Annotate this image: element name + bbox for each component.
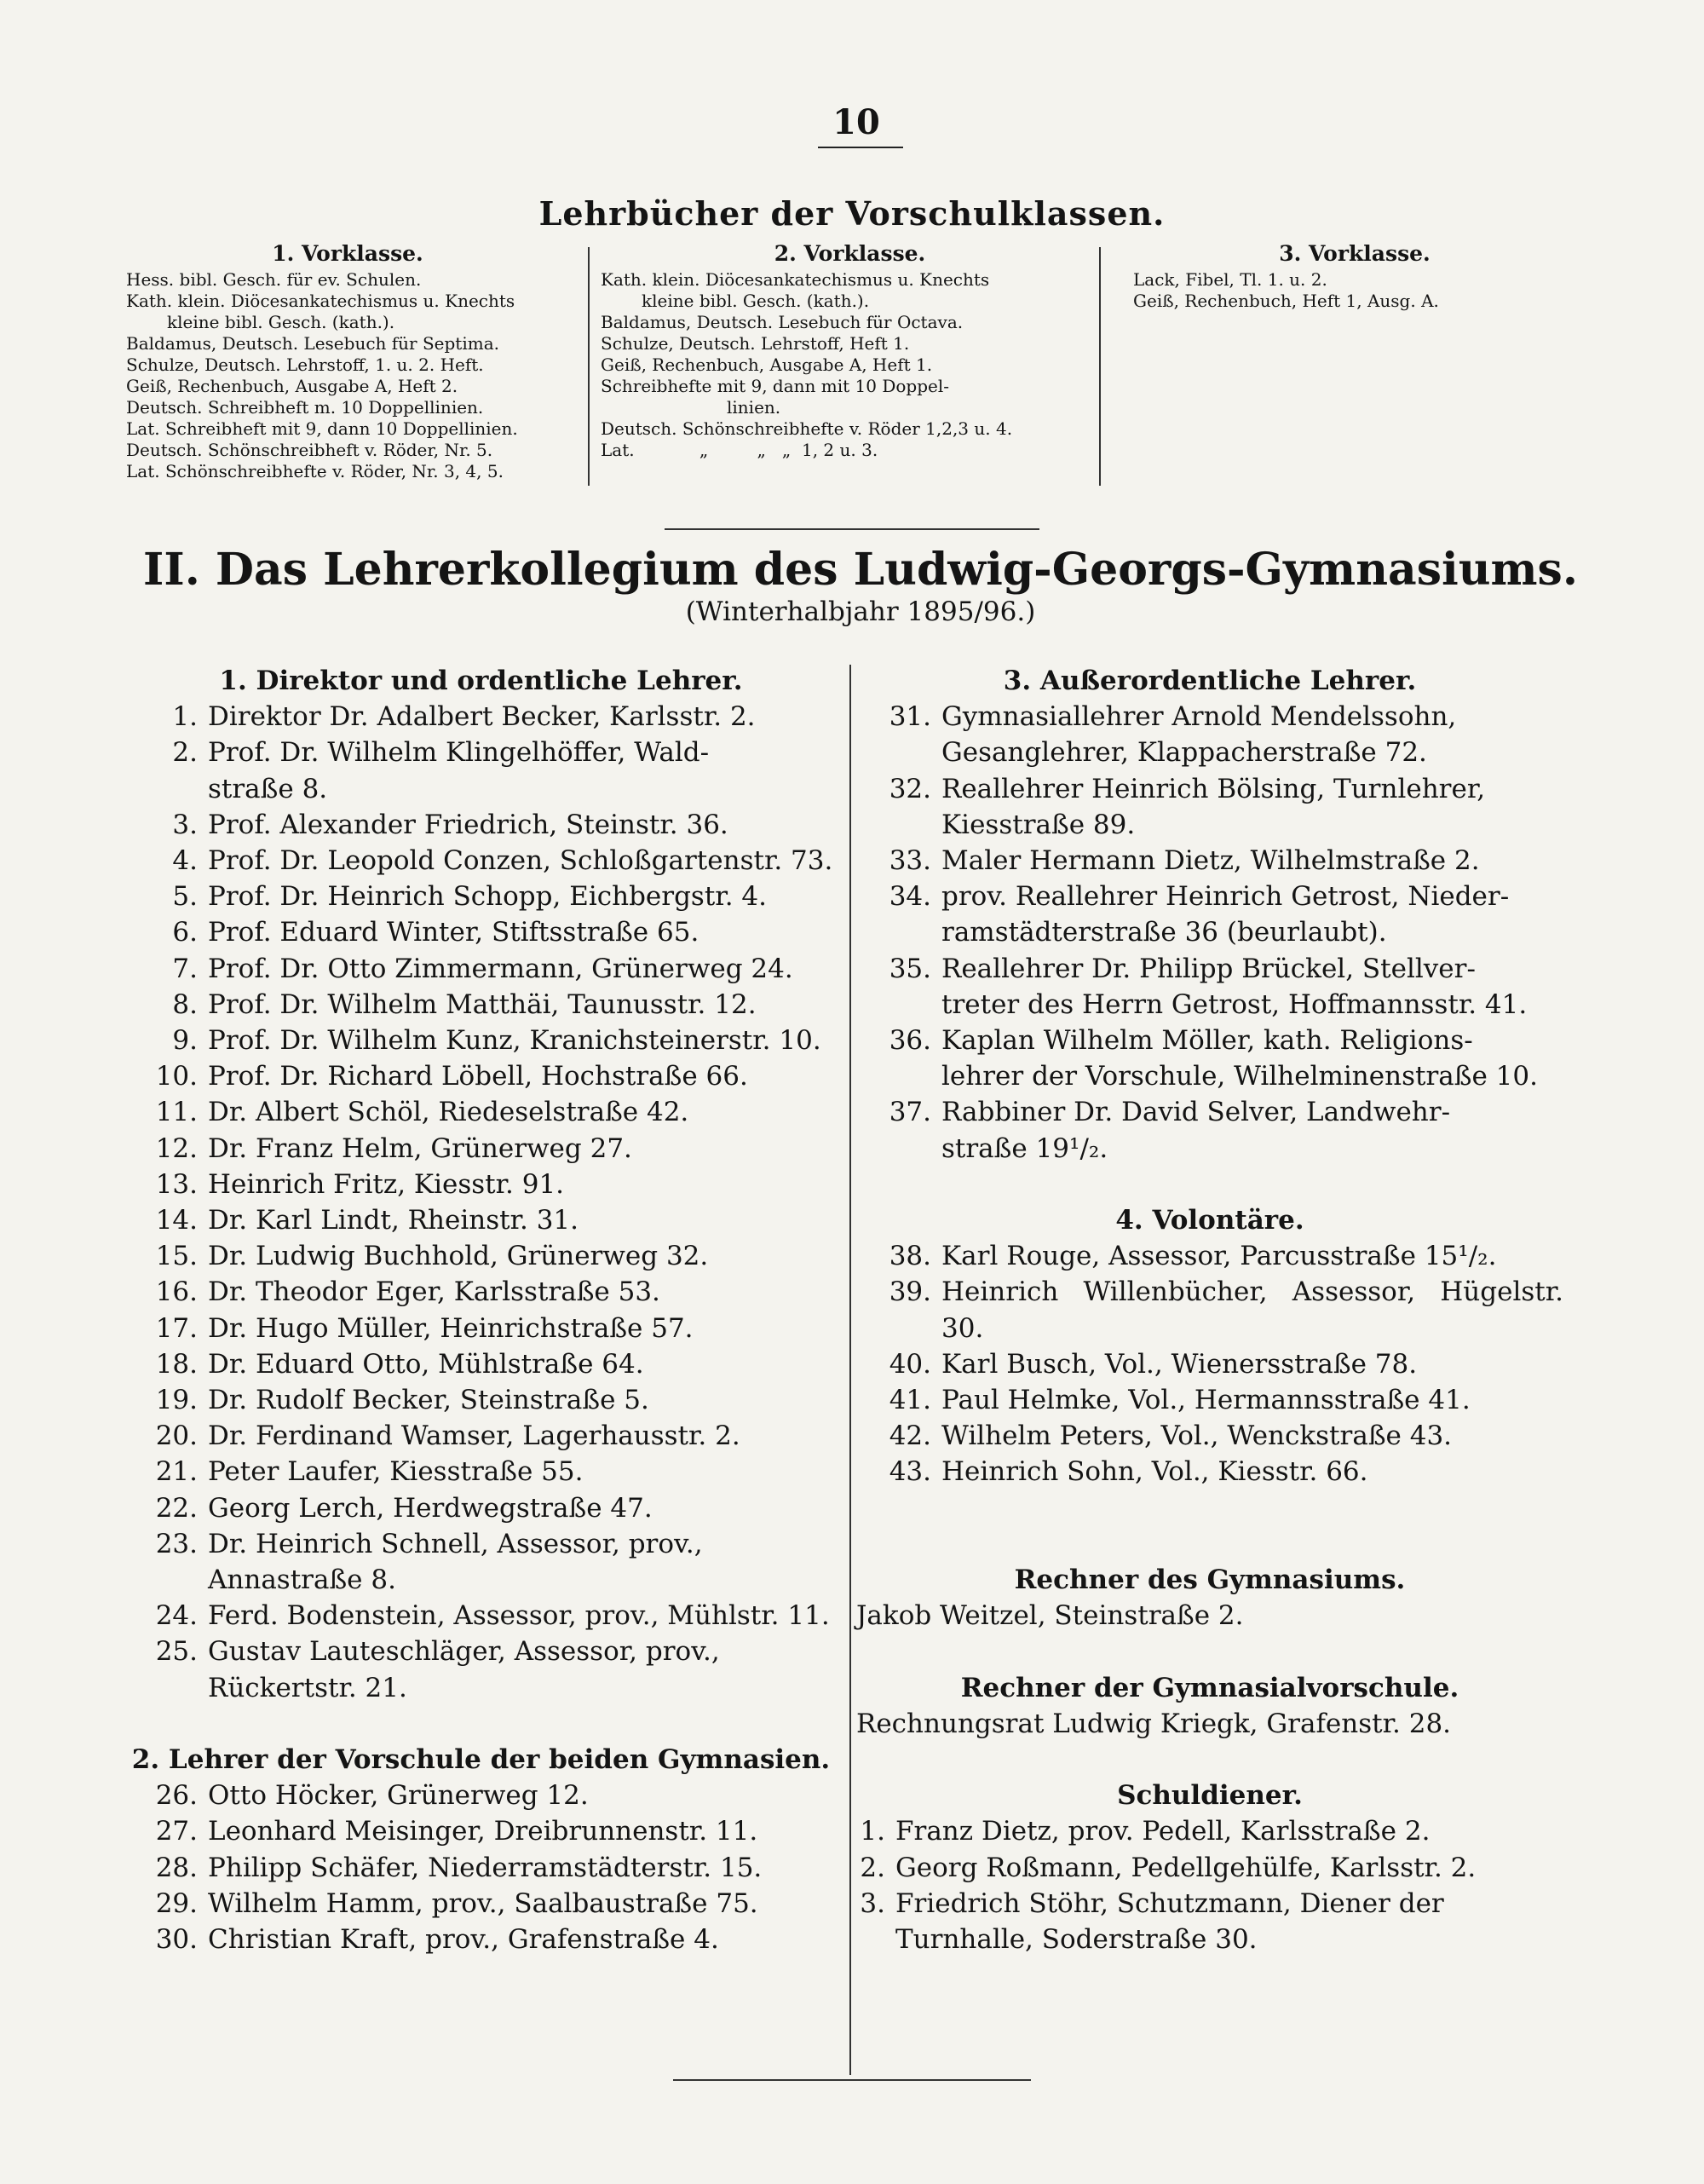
list-item (121, 879, 841, 914)
list-item (856, 1238, 1563, 1274)
entry-line: ramstädterstraße 36 (beurlaubt). (941, 917, 1387, 948)
entry-number: 23. (155, 1528, 198, 1559)
list-item (121, 1598, 841, 1634)
entry-number: 43. (889, 1456, 931, 1488)
list-item (121, 914, 841, 950)
staff-title: II. Das Lehrerkollegium des Ludwig-Georgs-Gymnasiums. (143, 544, 1578, 596)
book-line: kleine bibl. Gesch. (kath.). (642, 291, 870, 311)
list-item (121, 735, 841, 806)
entry-number: 22. (155, 1492, 198, 1524)
book-line: Deutsch. Schönschreibhefte v. Röder 1,2,3 u. 4. (601, 418, 1013, 439)
entry-line: Dr. Ludwig Buchhold, Grünerweg 32. (208, 1241, 709, 1272)
list-item (121, 843, 841, 879)
entry-number: 17. (155, 1312, 198, 1344)
entry-number: 21. (155, 1456, 198, 1488)
entry-line: Heinrich Fritz, Kiesstr. 91. (208, 1168, 565, 1200)
entry-line: Prof. Dr. Wilhelm Klingelhöffer, Wald- (208, 737, 710, 769)
entry-line: Rabbiner Dr. David Selver, Landwehr- (941, 1097, 1451, 1128)
entry-line: prov. Reallehrer Heinrich Getrost, Nieder- (941, 881, 1510, 913)
entry-line: Franz Dietz, prov. Pedell, Karlsstraße 2. (895, 1816, 1431, 1847)
entry-number: 24. (155, 1600, 198, 1632)
column-heading: 1. Vorklasse. (272, 241, 423, 266)
entry-line: Prof. Dr. Otto Zimmermann, Grünerweg 24. (208, 953, 793, 984)
book-line: Hess. bibl. Gesch. für ev. Schulen. (126, 269, 422, 290)
book-line: Lat. „ „ „ 1, 2 u. 3. (601, 440, 878, 460)
entry-number: 2. (860, 1852, 885, 1883)
entry-number: 11. (155, 1097, 198, 1128)
entry-line: Dr. Ferdinand Wamser, Lagerhausstr. 2. (208, 1420, 740, 1452)
left-column (121, 663, 841, 1957)
column-heading: 2. Vorklasse. (774, 241, 926, 266)
list-item (121, 1058, 841, 1094)
list-item (121, 1526, 841, 1598)
entry-number: 4. (172, 845, 198, 876)
section-rule (665, 528, 1039, 530)
entry-line: Rechnungsrat Ludwig Kriegk, Grafenstr. 28. (856, 1708, 1452, 1739)
entry-line: Prof. Dr. Wilhelm Matthäi, Taunusstr. 12. (208, 988, 757, 1020)
entry-number: 10. (155, 1061, 198, 1092)
list-item (121, 987, 841, 1023)
entry-number: 5. (172, 881, 198, 913)
entry-number: 15. (155, 1241, 198, 1272)
list-item (121, 807, 841, 843)
list-item (856, 1454, 1563, 1490)
entry-line: Prof. Alexander Friedrich, Steinstr. 36. (208, 809, 728, 840)
list-item (856, 1023, 1563, 1094)
entry-line: Direktor Dr. Adalbert Becker, Karlsstr. 2. (208, 701, 756, 733)
list-item (121, 699, 841, 735)
entry-line: Jakob Weitzel, Steinstraße 2. (856, 1600, 1244, 1632)
entry-line: Karl Busch, Vol., Wienersstraße 78. (941, 1348, 1418, 1380)
page-number: 10 (832, 102, 880, 142)
book-line: Kath. klein. Diöcesankatechismus u. Knechts (126, 291, 515, 311)
entry-line: straße 19¹/₂. (941, 1132, 1108, 1164)
entry-line: Prof. Dr. Heinrich Schopp, Eichbergstr. 4. (208, 881, 767, 913)
book-line: Schreibhefte mit 9, dann mit 10 Doppel- (601, 376, 950, 396)
section-heading: 1. Direktor und ordentliche Lehrer. (219, 666, 743, 696)
entry-line: Gymnasiallehrer Arnold Mendelssohn, (941, 701, 1457, 733)
page-number-rule (818, 147, 903, 148)
book-line: Geiß, Rechenbuch, Ausgabe A, Heft 1. (601, 354, 933, 375)
schoolbooks-column-2 (601, 243, 1099, 461)
entry-line: Gesanglehrer, Klappacherstraße 72. (941, 737, 1427, 769)
entry-line: Dr. Hugo Müller, Heinrichstraße 57. (208, 1312, 694, 1344)
list-item (856, 843, 1563, 879)
list-item (856, 1274, 1563, 1346)
entry-line: Wilhelm Hamm, prov., Saalbaustraße 75. (208, 1887, 758, 1919)
entry-line: Leonhard Meisinger, Dreibrunnenstr. 11. (208, 1816, 758, 1847)
list-item (856, 1418, 1563, 1454)
entry-number: 37. (889, 1097, 931, 1128)
book-line: Baldamus, Deutsch. Lesebuch für Septima. (126, 333, 499, 354)
entry-line: Dr. Franz Helm, Grünerweg 27. (208, 1132, 632, 1164)
column-divider (1099, 247, 1101, 486)
entry-line: Prof. Eduard Winter, Stiftsstraße 65. (208, 917, 699, 948)
entry-line: Rückertstr. 21. (208, 1672, 407, 1703)
section-heading: Rechner des Gymnasiums. (1014, 1565, 1406, 1595)
entry-number: 16. (155, 1276, 198, 1308)
entry-line: Ferd. Bodenstein, Assessor, prov., Mühlstr. 11. (208, 1600, 830, 1632)
entry-line: Georg Lerch, Herdwegstraße 47. (208, 1492, 653, 1524)
bottom-rule (673, 2079, 1031, 2081)
entry-number: 13. (155, 1168, 198, 1200)
entry-number: 31. (889, 701, 931, 733)
schoolbooks-title: Lehrbücher der Vorschulklassen. (538, 194, 1166, 233)
entry-line: Maler Hermann Dietz, Wilhelmstraße 2. (941, 845, 1480, 876)
entry-line: Dr. Albert Schöl, Riedeselstraße 42. (208, 1097, 689, 1128)
entry-number: 9. (172, 1025, 198, 1057)
entry-line: Reallehrer Dr. Philipp Brückel, Stellver- (941, 953, 1476, 984)
entry-line: Prof. Dr. Leopold Conzen, Schloßgartenstr. 73. (208, 845, 833, 876)
list-item (856, 1886, 1563, 1957)
entry-line: Philipp Schäfer, Niederramstädterstr. 15. (208, 1852, 763, 1883)
list-item (121, 1778, 841, 1813)
column-divider (588, 247, 590, 486)
entry-number: 25. (155, 1636, 198, 1668)
schoolbooks-column-3 (1133, 243, 1576, 312)
entry-line: Dr. Eduard Otto, Mühlstraße 64. (208, 1348, 644, 1380)
staff-subtitle: (Winterhalbjahr 1895/96.) (685, 596, 1036, 627)
entry-number: 38. (889, 1241, 931, 1272)
entry-line: lehrer der Vorschule, Wilhelminenstraße 10. (941, 1061, 1538, 1092)
entry-line: Otto Höcker, Grünerweg 12. (208, 1780, 589, 1812)
list-item (121, 1813, 841, 1849)
entry-line: Heinrich Willenbücher, Assessor, Hügelstr. 30. (941, 1276, 1563, 1344)
book-line: kleine bibl. Gesch. (kath.). (167, 312, 395, 332)
entry-number: 3. (860, 1887, 885, 1919)
entry-number: 30. (155, 1924, 198, 1956)
entry-number: 40. (889, 1348, 931, 1380)
entry-number: 32. (889, 773, 931, 804)
entry-line: Karl Rouge, Assessor, Parcusstraße 15¹/₂. (941, 1241, 1497, 1272)
schoolbooks-column-1 (126, 243, 569, 482)
entry-number: 3. (172, 809, 198, 840)
entry-line: Kaplan Wilhelm Möller, kath. Religions- (941, 1025, 1473, 1057)
entry-number: 36. (889, 1025, 931, 1057)
entry-line: Reallehrer Heinrich Bölsing, Turnlehrer, (941, 773, 1486, 804)
entry-line: Dr. Theodor Eger, Karlsstraße 53. (208, 1276, 660, 1308)
list-item (121, 1238, 841, 1274)
book-line: Lat. Schreibheft mit 9, dann 10 Doppellinien. (126, 418, 518, 439)
entry-number: 18. (155, 1348, 198, 1380)
entry-line: Annastraße 8. (208, 1565, 396, 1596)
list-item (121, 1850, 841, 1886)
list-item (121, 1418, 841, 1454)
entry-number: 33. (889, 845, 931, 876)
entry-line: Dr. Heinrich Schnell, Assessor, prov., (208, 1528, 703, 1559)
list-item (121, 1490, 841, 1526)
entry-number: 27. (155, 1816, 198, 1847)
entry-number: 7. (172, 953, 198, 984)
list-item (121, 1454, 841, 1490)
entry-line: Prof. Dr. Wilhelm Kunz, Kranichsteinerstr. 10. (208, 1025, 821, 1057)
list-item (121, 1202, 841, 1238)
section-heading: 2. Lehrer der Vorschule der beiden Gymnasien. (131, 1744, 831, 1776)
entry-number: 34. (889, 881, 931, 913)
entry-number: 6. (172, 917, 198, 948)
book-line: Deutsch. Schönschreibheft v. Röder, Nr. 5. (126, 440, 493, 460)
entry-number: 20. (155, 1420, 198, 1452)
list-item (856, 879, 1563, 950)
list-item (121, 1167, 841, 1202)
list-item (121, 1131, 841, 1167)
entry-line: Prof. Dr. Richard Löbell, Hochstraße 66. (208, 1061, 748, 1092)
list-item (121, 951, 841, 987)
book-line: linien. (727, 397, 781, 418)
list-item (856, 699, 1563, 770)
section-heading: 4. Volontäre. (1115, 1205, 1304, 1236)
right-column (856, 663, 1563, 1957)
list-item (121, 1382, 841, 1418)
entry-line: Peter Laufer, Kiesstraße 55. (208, 1456, 584, 1488)
book-line: Deutsch. Schreibheft m. 10 Doppellinien. (126, 397, 484, 418)
entry-number: 8. (172, 988, 198, 1020)
entry-number: 12. (155, 1132, 198, 1164)
entry-number: 39. (889, 1276, 931, 1308)
list-item (121, 1023, 841, 1058)
book-line: Geiß, Rechenbuch, Heft 1, Ausg. A. (1133, 291, 1439, 311)
entry-line: Dr. Rudolf Becker, Steinstraße 5. (208, 1385, 649, 1416)
list-item (856, 1382, 1563, 1418)
entry-number: 26. (155, 1780, 198, 1812)
entry-number: 2. (172, 737, 198, 769)
entry-line: Wilhelm Peters, Vol., Wenckstraße 43. (941, 1420, 1453, 1452)
entry-line: Gustav Lauteschläger, Assessor, prov., (208, 1636, 720, 1668)
entry-line: Christian Kraft, prov., Grafenstraße 4. (208, 1924, 719, 1956)
entry-line: straße 8. (208, 773, 328, 804)
list-item (121, 1094, 841, 1130)
entry-line: Georg Roßmann, Pedellgehülfe, Karlsstr. 2. (895, 1852, 1477, 1883)
book-line: Geiß, Rechenbuch, Ausgabe A, Heft 2. (126, 376, 458, 396)
list-item (856, 1813, 1563, 1849)
section-heading: Rechner der Gymnasialvorschule. (960, 1672, 1459, 1703)
entry-number: 19. (155, 1385, 198, 1416)
entry-number: 1. (172, 701, 198, 733)
entry-number: 29. (155, 1887, 198, 1919)
list-item (856, 951, 1563, 1023)
entry-line: Paul Helmke, Vol., Hermannsstraße 41. (941, 1385, 1471, 1416)
book-line: Lat. Schönschreibhefte v. Röder, Nr. 3, 4, 5. (126, 461, 504, 481)
column-divider (849, 665, 851, 2075)
list-item (121, 1886, 841, 1922)
entry-number: 1. (860, 1816, 885, 1847)
list-item (121, 1346, 841, 1382)
entry-line: Dr. Karl Lindt, Rheinstr. 31. (208, 1205, 579, 1236)
entry-number: 35. (889, 953, 931, 984)
entry-line: Kiesstraße 89. (941, 809, 1136, 840)
list-item (856, 1850, 1563, 1886)
entry-line: treter des Herrn Getrost, Hoffmannsstr. 41. (941, 988, 1528, 1020)
entry-number: 42. (889, 1420, 931, 1452)
list-item (856, 771, 1563, 843)
list-item (856, 1094, 1563, 1166)
entry-line: Heinrich Sohn, Vol., Kiesstr. 66. (941, 1456, 1368, 1488)
column-heading: 3. Vorklasse. (1279, 241, 1431, 266)
entry-line: Friedrich Stöhr, Schutzmann, Diener der (895, 1887, 1444, 1919)
list-item (121, 1311, 841, 1346)
book-line: Lack, Fibel, Tl. 1. u. 2. (1133, 269, 1327, 290)
list-item (856, 1346, 1563, 1382)
book-line: Baldamus, Deutsch. Lesebuch für Octava. (601, 312, 964, 332)
entry-line: Turnhalle, Soderstraße 30. (895, 1923, 1258, 1955)
book-line: Kath. klein. Diöcesankatechismus u. Knechts (601, 269, 990, 290)
book-line: Schulze, Deutsch. Lehrstoff, Heft 1. (601, 333, 910, 354)
section-heading: Schuldiener. (1117, 1780, 1303, 1812)
entry-number: 41. (889, 1385, 931, 1416)
list-item (121, 1922, 841, 1957)
entry-number: 28. (155, 1852, 198, 1883)
book-line: Schulze, Deutsch. Lehrstoff, 1. u. 2. Heft. (126, 354, 484, 375)
list-item (121, 1274, 841, 1310)
entry-number: 14. (155, 1205, 198, 1236)
list-item (121, 1634, 841, 1705)
section-heading: 3. Außerordentliche Lehrer. (1003, 666, 1417, 696)
